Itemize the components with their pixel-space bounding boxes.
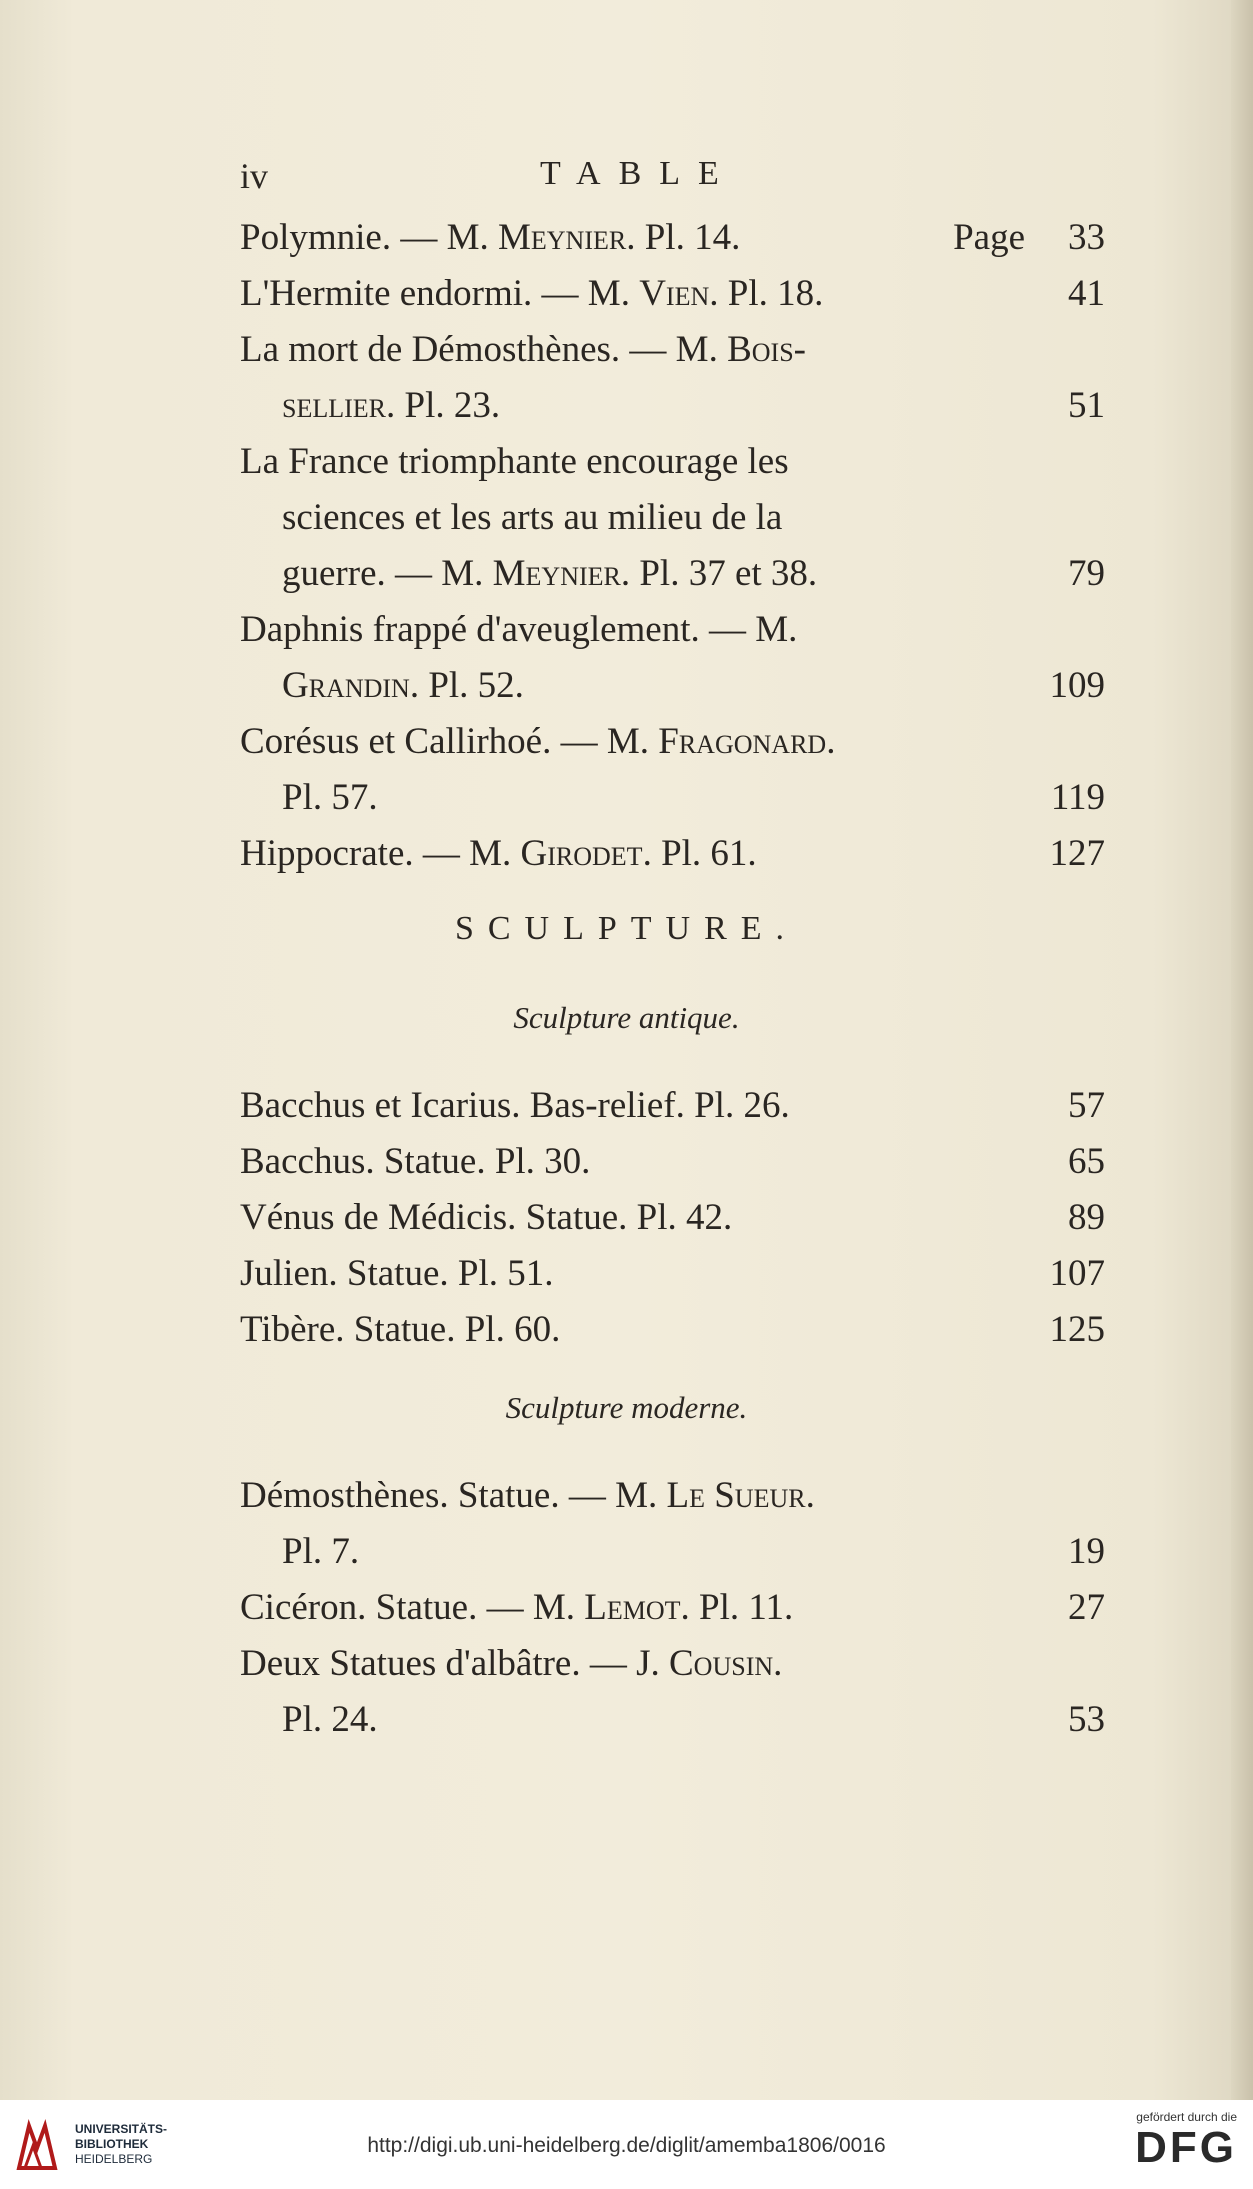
toc-entry-line <box>240 490 1105 546</box>
entry-text: Démosthènes. Statue. — M. <box>240 1475 667 1516</box>
toc-entry-line <box>240 1190 1105 1246</box>
toc-entry-line <box>240 322 1105 378</box>
page-number: 119 <box>1050 777 1105 818</box>
entry-text: L'Hermite endormi. — M. <box>240 273 640 314</box>
artist-name: Meynier <box>498 217 627 258</box>
page-number: 41 <box>1068 273 1105 314</box>
toc-entry <box>240 1468 1105 1580</box>
page-number: 109 <box>1049 665 1105 706</box>
toc-entry-line <box>240 826 1105 882</box>
toc-entry <box>240 1078 1105 1134</box>
toc-entry-line <box>240 210 1105 266</box>
page-number: 107 <box>1049 1253 1105 1294</box>
library-name-line: BIBLIOTHEK <box>75 2137 149 2151</box>
page-number: 27 <box>1068 1587 1105 1628</box>
toc-entry <box>240 1302 1105 1358</box>
library-name-line: HEIDELBERG <box>75 2152 153 2166</box>
source-url-link[interactable]: http://digi.ub.uni-heidelberg.de/diglit/amemba1806/0016 <box>367 2134 886 2157</box>
page-number: 33 <box>1068 217 1105 258</box>
entry-text: Corésus et Callirhoé. — M. <box>240 721 659 762</box>
entry-text: Bacchus et Icarius. Bas-relief. Pl. 26. <box>240 1085 790 1126</box>
toc-entry <box>240 1580 1105 1636</box>
artist-name: Cousin <box>669 1643 774 1684</box>
dfg-wordmark: DFG <box>1135 2123 1237 2172</box>
toc-entry-line <box>240 378 1105 434</box>
toc-entry-line <box>240 1246 1105 1302</box>
artist-name: Bois- <box>727 329 806 370</box>
entry-text: . Pl. 18. <box>709 273 824 314</box>
entry-text: Julien. Statue. Pl. 51. <box>240 1253 554 1294</box>
toc-entry-line <box>240 434 1105 490</box>
artist-name: Le Sueur <box>666 1475 806 1516</box>
artist-name: Lemot <box>584 1587 681 1628</box>
entry-text: . <box>773 1643 783 1684</box>
section-heading-sculpture: SCULPTURE. <box>454 910 799 947</box>
entry-text: Deux Statues d'albâtre. — J. <box>240 1643 669 1684</box>
entry-text: guerre. — M. <box>282 553 493 594</box>
toc-entry-line <box>240 714 1105 770</box>
entry-text: Bacchus. Statue. Pl. 30. <box>240 1141 591 1182</box>
artist-name: Fragonard <box>658 721 827 762</box>
subheading-sculpture-moderne: Sculpture moderne. <box>505 1390 748 1425</box>
toc-entry <box>240 714 1105 826</box>
artist-name: Meynier <box>492 553 621 594</box>
entry-text: . Pl. 11. <box>680 1587 794 1628</box>
entry-text: . Pl. 52. <box>409 665 524 706</box>
page-number: 65 <box>1068 1141 1105 1182</box>
entry-text: . Pl. 14. <box>626 217 741 258</box>
toc-entry <box>240 826 1105 882</box>
toc-entry-line <box>240 1134 1105 1190</box>
entry-text: Pl. 7. <box>282 1531 360 1572</box>
artist-name: Grandin <box>282 665 410 706</box>
entry-text: . Pl. 23. <box>386 385 501 426</box>
toc-entry-line <box>240 1580 1105 1636</box>
entry-text: . Pl. 61. <box>642 833 757 874</box>
entry-text: . <box>826 721 836 762</box>
entry-text: Daphnis frappé d'aveuglement. — M. <box>240 609 798 650</box>
toc-entry-line <box>240 1636 1105 1692</box>
entry-text: . Pl. 37 et 38. <box>620 553 818 594</box>
page-number: 89 <box>1068 1197 1105 1238</box>
funder-logo <box>1107 2110 1237 2182</box>
toc-entry-line <box>240 770 1105 826</box>
toc-entry-line <box>240 602 1105 658</box>
entry-text: La France triomphante encourage les <box>240 441 789 482</box>
entry-text: . <box>805 1475 815 1516</box>
toc-entry <box>240 1190 1105 1246</box>
toc-entry-line <box>240 1524 1105 1580</box>
page-spine-edge <box>1231 0 1253 2100</box>
page-title: TABLE <box>540 155 737 192</box>
page-number: 51 <box>1068 385 1105 426</box>
toc-entry-line <box>240 1078 1105 1134</box>
entry-text: sciences et les arts au milieu de la <box>282 497 783 538</box>
toc-entry <box>240 1636 1105 1748</box>
entry-text: Vénus de Médicis. Statue. Pl. 42. <box>240 1197 733 1238</box>
toc-entry-line <box>240 658 1105 714</box>
entry-text: La mort de Démosthènes. — M. <box>240 329 728 370</box>
page-number: 19 <box>1068 1531 1105 1572</box>
page-number: 57 <box>1068 1085 1105 1126</box>
digitization-footer <box>0 2100 1253 2189</box>
entry-text: Pl. 24. <box>282 1699 378 1740</box>
artist-name: sellier <box>282 385 386 426</box>
entry-text: Pl. 57. <box>282 777 378 818</box>
page-number: 125 <box>1049 1309 1105 1350</box>
toc-entry <box>240 1134 1105 1190</box>
toc-entry <box>240 266 1105 322</box>
entry-text: Polymnie. — M. <box>240 217 498 258</box>
running-header <box>240 155 1100 205</box>
library-name-line: UNIVERSITÄTS- <box>75 2122 168 2136</box>
toc-entry <box>240 322 1105 434</box>
page-number: 127 <box>1049 833 1105 874</box>
funding-note: gefördert durch die <box>1136 2110 1237 2124</box>
page-number: 53 <box>1068 1699 1105 1740</box>
toc-entry <box>240 434 1105 602</box>
toc-entry <box>240 1246 1105 1302</box>
entry-text: Cicéron. Statue. — M. <box>240 1587 585 1628</box>
page-number: 79 <box>1068 553 1105 594</box>
artist-name: Vien <box>639 273 710 314</box>
toc-entry-line <box>240 546 1105 602</box>
toc-entry-line <box>240 1692 1105 1748</box>
page-word: Page <box>953 217 1025 258</box>
entry-text: Tibère. Statue. Pl. 60. <box>240 1309 561 1350</box>
artist-name: Girodet <box>520 833 643 874</box>
toc-entry-line <box>240 1302 1105 1358</box>
entry-text: Hippocrate. — M. <box>240 833 521 874</box>
page-folio: iv <box>240 156 269 196</box>
toc-entry <box>240 602 1105 714</box>
toc-entry-line <box>240 266 1105 322</box>
toc-entry <box>240 210 1105 266</box>
toc-entry-line <box>240 1468 1105 1524</box>
subheading-sculpture-antique: Sculpture antique. <box>513 1000 740 1035</box>
